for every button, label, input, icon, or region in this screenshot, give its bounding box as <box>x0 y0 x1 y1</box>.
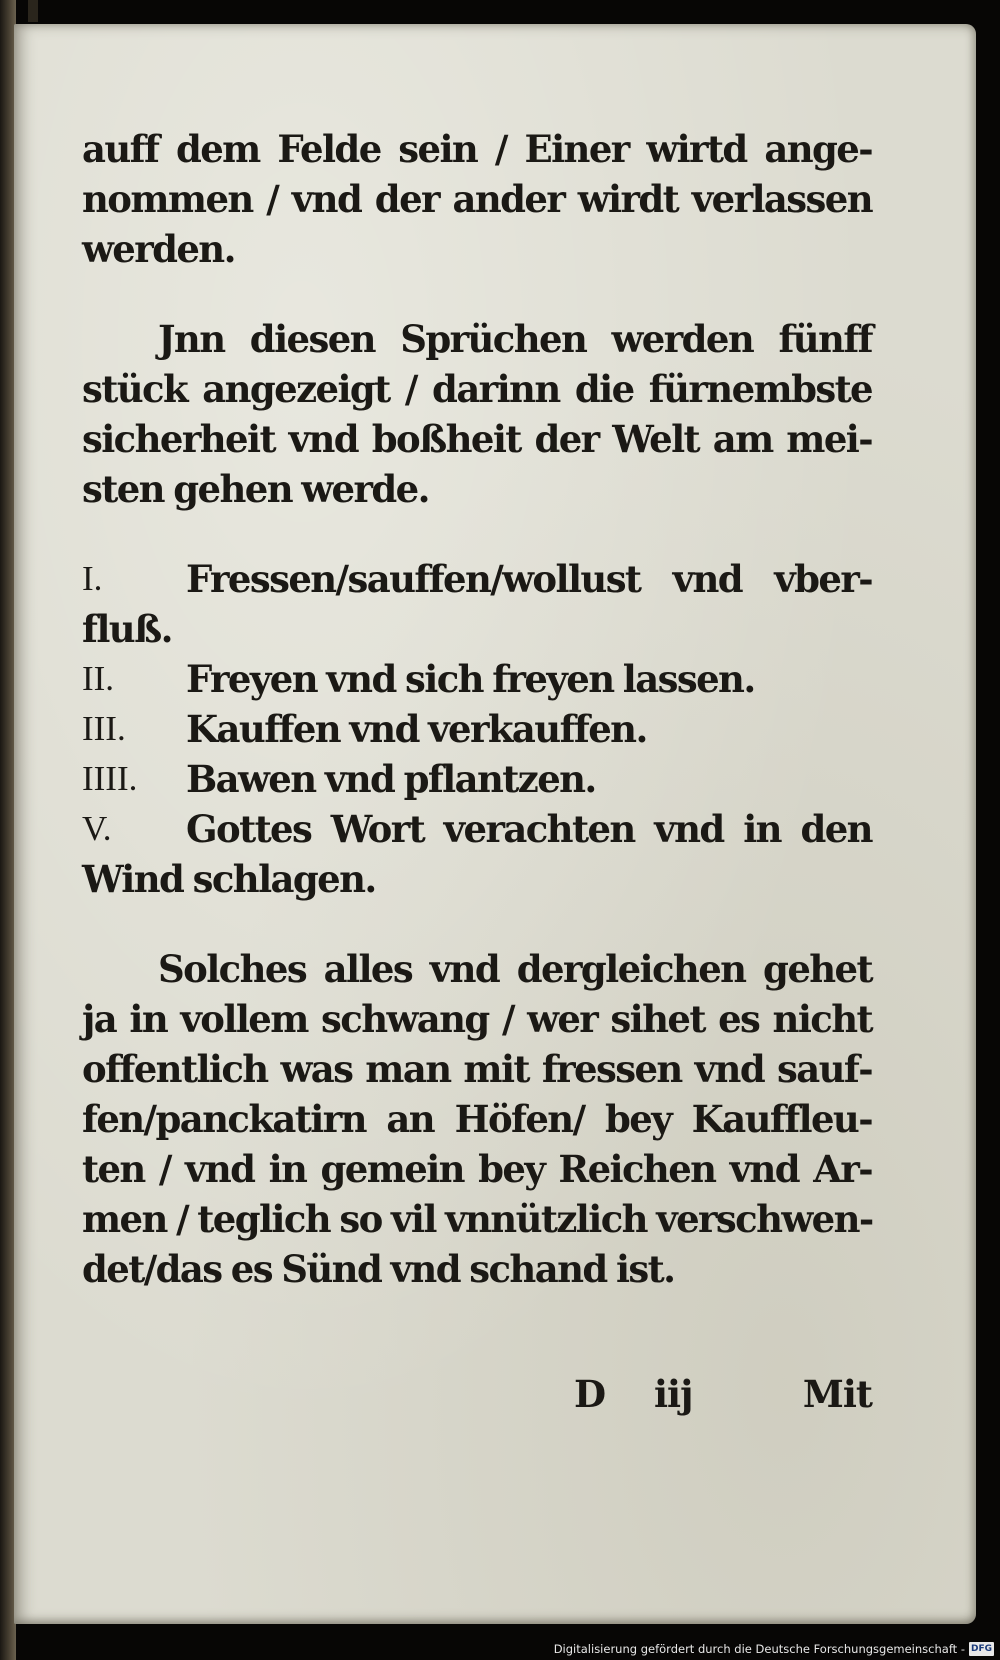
signature-mark: D <box>574 1372 606 1416</box>
page-footer-line <box>574 1372 872 1428</box>
list-item <box>82 804 872 854</box>
text-line: Solches alles vnd dergleichen gehet <box>158 947 872 991</box>
list-item <box>82 554 872 604</box>
text-line: ja in vollem schwang / wer sihet es nicht <box>82 997 872 1041</box>
credit-text: Digitalisierung gefördert durch die Deutsche Forschungsgemeinschaft - <box>553 1642 965 1656</box>
text-line: men / teglich so vil vnnützlich verschwen‐ <box>82 1197 873 1241</box>
text-line: det/das es Sünd vnd schand ist. <box>82 1247 675 1291</box>
digitization-credit <box>554 1640 994 1658</box>
item-continuation: Wind schlagen. <box>82 857 376 901</box>
page-text <box>82 124 872 1294</box>
list-item <box>82 654 872 704</box>
item-text: Gottes Wort verachten vnd in den <box>186 807 872 851</box>
text-line: stück angezeigt / darinn die fürnembste <box>82 367 872 411</box>
paragraph-gap <box>82 514 872 554</box>
binding-mark <box>28 0 38 22</box>
text-line: werden. <box>82 227 235 271</box>
item-number: V. <box>82 809 112 848</box>
item-text: Freyen vnd sich freyen lassen. <box>186 657 755 701</box>
item-text: Fressen/sauffen/wollust vnd vber‐ <box>186 557 872 601</box>
item-continuation: fluß. <box>82 607 172 651</box>
text-line: fen/panckatirn an Höfen/ bey Kauffleu‐ <box>82 1097 872 1141</box>
item-number: I. <box>82 559 103 598</box>
text-line: sten gehen werde. <box>82 467 429 511</box>
item-number: II. <box>82 659 115 698</box>
folio-number: iij <box>654 1372 693 1416</box>
text-line: Jnn diesen Sprüchen werden fünff <box>158 317 872 361</box>
book-page <box>14 24 976 1624</box>
item-text: Kauffen vnd verkauffen. <box>186 707 647 751</box>
paragraph-gap <box>82 904 872 944</box>
catchword: Mit <box>802 1372 872 1416</box>
item-number: IIII. <box>82 759 138 798</box>
text-line: nommen / vnd der ander wirdt verlassen <box>82 177 872 221</box>
list-item <box>82 754 872 804</box>
text-line: auff dem Felde sein / Einer wirtd ange‐ <box>82 127 872 171</box>
paragraph-gap <box>82 274 872 314</box>
item-number: III. <box>82 709 126 748</box>
dfg-logo-icon: DFG <box>970 1644 992 1654</box>
text-line: ten / vnd in gemein bey Reichen vnd Ar‐ <box>82 1147 872 1191</box>
item-text: Bawen vnd pflantzen. <box>186 757 596 801</box>
list-item <box>82 704 872 754</box>
text-line: offentlich was man mit fressen vnd sauf‐ <box>82 1047 872 1091</box>
text-line: sicherheit vnd boßheit der Welt am mei‐ <box>82 417 872 461</box>
